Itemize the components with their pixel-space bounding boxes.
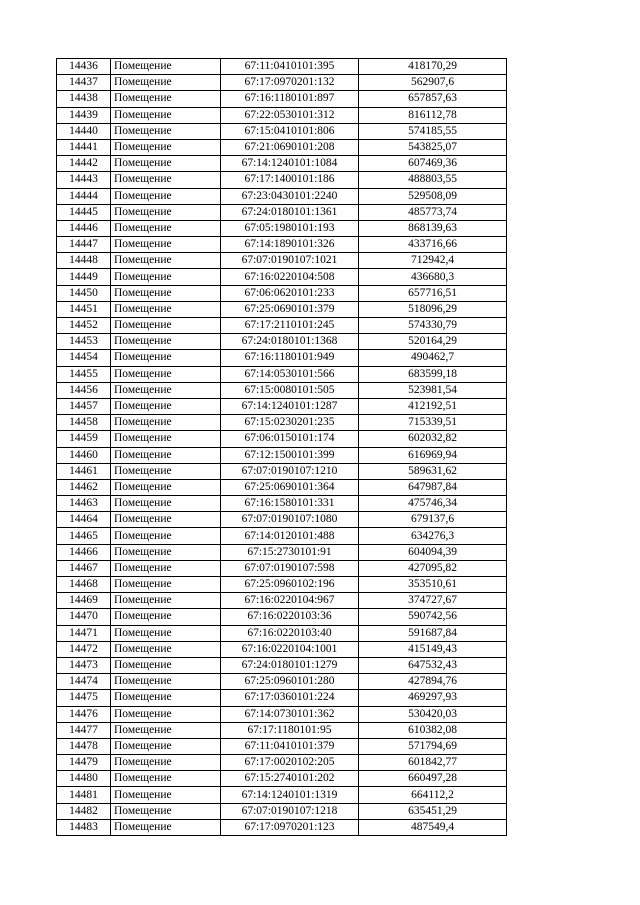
value-cell: 469297,93	[359, 690, 507, 706]
row-number-cell: 14447	[57, 237, 111, 253]
row-number-cell: 14448	[57, 253, 111, 269]
table-row	[57, 334, 507, 350]
value-cell: 616969,94	[359, 447, 507, 463]
object-type-cell: Помещение	[111, 350, 221, 366]
object-type-cell: Помещение	[111, 609, 221, 625]
object-type-cell: Помещение	[111, 253, 221, 269]
row-number-cell: 14450	[57, 285, 111, 301]
cadastral-number-cell: 67:15:2740101:202	[221, 771, 359, 787]
value-cell: 647532,43	[359, 657, 507, 673]
cadastral-number-cell: 67:25:0690101:364	[221, 479, 359, 495]
table-row	[57, 75, 507, 91]
object-type-cell: Помещение	[111, 479, 221, 495]
row-number-cell: 14478	[57, 738, 111, 754]
object-type-cell: Помещение	[111, 382, 221, 398]
row-number-cell: 14461	[57, 463, 111, 479]
row-number-cell: 14449	[57, 269, 111, 285]
cadastral-number-cell: 67:16:1180101:897	[221, 91, 359, 107]
table-row	[57, 706, 507, 722]
row-number-cell: 14457	[57, 398, 111, 414]
cadastral-number-cell: 67:07:0190107:598	[221, 560, 359, 576]
value-cell: 868139,63	[359, 220, 507, 236]
cadastral-number-cell: 67:11:0410101:379	[221, 738, 359, 754]
row-number-cell: 14456	[57, 382, 111, 398]
row-number-cell: 14436	[57, 59, 111, 75]
table-row	[57, 512, 507, 528]
table-row	[57, 318, 507, 334]
cadastral-number-cell: 67:07:0190107:1021	[221, 253, 359, 269]
row-number-cell: 14460	[57, 447, 111, 463]
table-row	[57, 641, 507, 657]
table-row	[57, 350, 507, 366]
cadastral-number-cell: 67:06:0620101:233	[221, 285, 359, 301]
value-cell: 683599,18	[359, 366, 507, 382]
table-row	[57, 285, 507, 301]
object-type-cell: Помещение	[111, 803, 221, 819]
object-type-cell: Помещение	[111, 188, 221, 204]
object-type-cell: Помещение	[111, 447, 221, 463]
cadastral-number-cell: 67:24:0180101:1361	[221, 204, 359, 220]
row-number-cell: 14468	[57, 577, 111, 593]
row-number-cell: 14445	[57, 204, 111, 220]
value-cell: 433716,66	[359, 237, 507, 253]
cadastral-number-cell: 67:23:0430101:2240	[221, 188, 359, 204]
value-cell: 543825,07	[359, 139, 507, 155]
table-row	[57, 771, 507, 787]
cadastral-number-cell: 67:17:0970201:132	[221, 75, 359, 91]
value-cell: 415149,43	[359, 641, 507, 657]
table-row	[57, 755, 507, 771]
value-cell: 657857,63	[359, 91, 507, 107]
value-cell: 657716,51	[359, 285, 507, 301]
object-type-cell: Помещение	[111, 577, 221, 593]
value-cell: 427894,76	[359, 674, 507, 690]
object-type-cell: Помещение	[111, 301, 221, 317]
cadastral-number-cell: 67:16:0220103:36	[221, 609, 359, 625]
value-cell: 679137,6	[359, 512, 507, 528]
object-type-cell: Помещение	[111, 593, 221, 609]
value-cell: 574330,79	[359, 318, 507, 334]
value-cell: 412192,51	[359, 398, 507, 414]
table-row	[57, 382, 507, 398]
table-row	[57, 593, 507, 609]
row-number-cell: 14441	[57, 139, 111, 155]
cadastral-number-cell: 67:14:0120101:488	[221, 528, 359, 544]
value-cell: 529508,09	[359, 188, 507, 204]
row-number-cell: 14472	[57, 641, 111, 657]
table-body	[57, 59, 507, 836]
value-cell: 487549,4	[359, 819, 507, 835]
table-row	[57, 237, 507, 253]
value-cell: 436680,3	[359, 269, 507, 285]
row-number-cell: 14482	[57, 803, 111, 819]
object-type-cell: Помещение	[111, 204, 221, 220]
cadastral-number-cell: 67:25:0690101:379	[221, 301, 359, 317]
row-number-cell: 14442	[57, 156, 111, 172]
row-number-cell: 14474	[57, 674, 111, 690]
table-row	[57, 496, 507, 512]
row-number-cell: 14481	[57, 787, 111, 803]
object-type-cell: Помещение	[111, 722, 221, 738]
value-cell: 374727,67	[359, 593, 507, 609]
table-row	[57, 156, 507, 172]
cadastral-number-cell: 67:07:0190107:1210	[221, 463, 359, 479]
object-type-cell: Помещение	[111, 172, 221, 188]
object-type-cell: Помещение	[111, 657, 221, 673]
row-number-cell: 14477	[57, 722, 111, 738]
row-number-cell: 14438	[57, 91, 111, 107]
table-row	[57, 253, 507, 269]
value-cell: 518096,29	[359, 301, 507, 317]
row-number-cell: 14453	[57, 334, 111, 350]
object-type-cell: Помещение	[111, 787, 221, 803]
row-number-cell: 14463	[57, 496, 111, 512]
cadastral-number-cell: 67:17:1400101:186	[221, 172, 359, 188]
table-row	[57, 398, 507, 414]
object-type-cell: Помещение	[111, 123, 221, 139]
object-type-cell: Помещение	[111, 59, 221, 75]
value-cell: 523981,54	[359, 382, 507, 398]
object-type-cell: Помещение	[111, 544, 221, 560]
object-type-cell: Помещение	[111, 285, 221, 301]
object-type-cell: Помещение	[111, 156, 221, 172]
table-row	[57, 544, 507, 560]
table-row	[57, 91, 507, 107]
cadastral-number-cell: 67:25:0960102:196	[221, 577, 359, 593]
object-type-cell: Помещение	[111, 334, 221, 350]
cadastral-number-cell: 67:25:0960101:280	[221, 674, 359, 690]
table-row	[57, 803, 507, 819]
object-type-cell: Помещение	[111, 269, 221, 285]
row-number-cell: 14458	[57, 415, 111, 431]
table-row	[57, 819, 507, 835]
row-number-cell: 14465	[57, 528, 111, 544]
row-number-cell: 14439	[57, 107, 111, 123]
object-type-cell: Помещение	[111, 706, 221, 722]
property-table	[56, 58, 507, 836]
value-cell: 601842,77	[359, 755, 507, 771]
cadastral-number-cell: 67:21:0690101:208	[221, 139, 359, 155]
value-cell: 427095,82	[359, 560, 507, 576]
row-number-cell: 14475	[57, 690, 111, 706]
table-row	[57, 625, 507, 641]
table-row	[57, 674, 507, 690]
table-row	[57, 431, 507, 447]
value-cell: 602032,82	[359, 431, 507, 447]
cadastral-number-cell: 67:14:0530101:566	[221, 366, 359, 382]
value-cell: 816112,78	[359, 107, 507, 123]
cadastral-number-cell: 67:15:0230201:235	[221, 415, 359, 431]
cadastral-number-cell: 67:17:0020102:205	[221, 755, 359, 771]
object-type-cell: Помещение	[111, 75, 221, 91]
cadastral-number-cell: 67:15:0080101:505	[221, 382, 359, 398]
cadastral-number-cell: 67:16:0220104:967	[221, 593, 359, 609]
value-cell: 647987,84	[359, 479, 507, 495]
cadastral-number-cell: 67:24:0180101:1279	[221, 657, 359, 673]
value-cell: 571794,69	[359, 738, 507, 754]
object-type-cell: Помещение	[111, 431, 221, 447]
value-cell: 485773,74	[359, 204, 507, 220]
row-number-cell: 14452	[57, 318, 111, 334]
value-cell: 353510,61	[359, 577, 507, 593]
value-cell: 490462,7	[359, 350, 507, 366]
row-number-cell: 14437	[57, 75, 111, 91]
cadastral-number-cell: 67:07:0190107:1080	[221, 512, 359, 528]
cadastral-number-cell: 67:17:2110101:245	[221, 318, 359, 334]
row-number-cell: 14467	[57, 560, 111, 576]
cadastral-number-cell: 67:16:0220104:1001	[221, 641, 359, 657]
value-cell: 634276,3	[359, 528, 507, 544]
cadastral-number-cell: 67:17:0970201:123	[221, 819, 359, 835]
table-row	[57, 577, 507, 593]
value-cell: 530420,03	[359, 706, 507, 722]
table-row	[57, 123, 507, 139]
cadastral-number-cell: 67:22:0530101:312	[221, 107, 359, 123]
row-number-cell: 14444	[57, 188, 111, 204]
object-type-cell: Помещение	[111, 641, 221, 657]
object-type-cell: Помещение	[111, 755, 221, 771]
object-type-cell: Помещение	[111, 496, 221, 512]
value-cell: 418170,29	[359, 59, 507, 75]
cadastral-number-cell: 67:14:1240101:1287	[221, 398, 359, 414]
value-cell: 610382,08	[359, 722, 507, 738]
cadastral-number-cell: 67:14:1240101:1084	[221, 156, 359, 172]
value-cell: 562907,6	[359, 75, 507, 91]
table-row	[57, 609, 507, 625]
table-row	[57, 479, 507, 495]
object-type-cell: Помещение	[111, 91, 221, 107]
object-type-cell: Помещение	[111, 771, 221, 787]
cadastral-number-cell: 67:05:1980101:193	[221, 220, 359, 236]
row-number-cell: 14471	[57, 625, 111, 641]
table-row	[57, 690, 507, 706]
row-number-cell: 14454	[57, 350, 111, 366]
value-cell: 712942,4	[359, 253, 507, 269]
row-number-cell: 14466	[57, 544, 111, 560]
object-type-cell: Помещение	[111, 366, 221, 382]
value-cell: 664112,2	[359, 787, 507, 803]
object-type-cell: Помещение	[111, 318, 221, 334]
row-number-cell: 14440	[57, 123, 111, 139]
row-number-cell: 14464	[57, 512, 111, 528]
table-row	[57, 738, 507, 754]
table-row	[57, 415, 507, 431]
cadastral-number-cell: 67:14:1890101:326	[221, 237, 359, 253]
table-row	[57, 188, 507, 204]
value-cell: 635451,29	[359, 803, 507, 819]
cadastral-number-cell: 67:14:0730101:362	[221, 706, 359, 722]
table-row	[57, 269, 507, 285]
cadastral-number-cell: 67:07:0190107:1218	[221, 803, 359, 819]
table-row	[57, 787, 507, 803]
value-cell: 660497,28	[359, 771, 507, 787]
object-type-cell: Помещение	[111, 738, 221, 754]
object-type-cell: Помещение	[111, 819, 221, 835]
value-cell: 574185,55	[359, 123, 507, 139]
table-row	[57, 59, 507, 75]
value-cell: 715339,51	[359, 415, 507, 431]
table-row	[57, 722, 507, 738]
row-number-cell: 14483	[57, 819, 111, 835]
value-cell: 520164,29	[359, 334, 507, 350]
table-row	[57, 107, 507, 123]
row-number-cell: 14451	[57, 301, 111, 317]
object-type-cell: Помещение	[111, 220, 221, 236]
value-cell: 590742,56	[359, 609, 507, 625]
table-row	[57, 657, 507, 673]
cadastral-number-cell: 67:16:0220103:40	[221, 625, 359, 641]
cadastral-number-cell: 67:16:1580101:331	[221, 496, 359, 512]
row-number-cell: 14462	[57, 479, 111, 495]
object-type-cell: Помещение	[111, 139, 221, 155]
value-cell: 475746,34	[359, 496, 507, 512]
object-type-cell: Помещение	[111, 674, 221, 690]
cadastral-number-cell: 67:15:0410101:806	[221, 123, 359, 139]
row-number-cell: 14443	[57, 172, 111, 188]
row-number-cell: 14476	[57, 706, 111, 722]
value-cell: 589631,62	[359, 463, 507, 479]
cadastral-number-cell: 67:16:0220104:508	[221, 269, 359, 285]
cadastral-number-cell: 67:16:1180101:949	[221, 350, 359, 366]
cadastral-number-cell: 67:15:2730101:91	[221, 544, 359, 560]
row-number-cell: 14446	[57, 220, 111, 236]
value-cell: 607469,36	[359, 156, 507, 172]
object-type-cell: Помещение	[111, 398, 221, 414]
table-row	[57, 220, 507, 236]
table-row	[57, 447, 507, 463]
row-number-cell: 14479	[57, 755, 111, 771]
table-row	[57, 172, 507, 188]
table-row	[57, 301, 507, 317]
object-type-cell: Помещение	[111, 415, 221, 431]
cadastral-number-cell: 67:17:1180101:95	[221, 722, 359, 738]
object-type-cell: Помещение	[111, 237, 221, 253]
table-row	[57, 528, 507, 544]
table-row	[57, 204, 507, 220]
cadastral-number-cell: 67:06:0150101:174	[221, 431, 359, 447]
table-row	[57, 463, 507, 479]
cadastral-number-cell: 67:11:0410101:395	[221, 59, 359, 75]
object-type-cell: Помещение	[111, 528, 221, 544]
object-type-cell: Помещение	[111, 512, 221, 528]
table-row	[57, 560, 507, 576]
object-type-cell: Помещение	[111, 690, 221, 706]
object-type-cell: Помещение	[111, 560, 221, 576]
row-number-cell: 14469	[57, 593, 111, 609]
cadastral-number-cell: 67:17:0360101:224	[221, 690, 359, 706]
row-number-cell: 14459	[57, 431, 111, 447]
table-row	[57, 366, 507, 382]
object-type-cell: Помещение	[111, 463, 221, 479]
row-number-cell: 14480	[57, 771, 111, 787]
table-row	[57, 139, 507, 155]
cadastral-number-cell: 67:12:1500101:399	[221, 447, 359, 463]
object-type-cell: Помещение	[111, 625, 221, 641]
value-cell: 488803,55	[359, 172, 507, 188]
cadastral-number-cell: 67:14:1240101:1319	[221, 787, 359, 803]
row-number-cell: 14470	[57, 609, 111, 625]
row-number-cell: 14473	[57, 657, 111, 673]
value-cell: 591687,84	[359, 625, 507, 641]
cadastral-number-cell: 67:24:0180101:1368	[221, 334, 359, 350]
row-number-cell: 14455	[57, 366, 111, 382]
value-cell: 604094,39	[359, 544, 507, 560]
object-type-cell: Помещение	[111, 107, 221, 123]
